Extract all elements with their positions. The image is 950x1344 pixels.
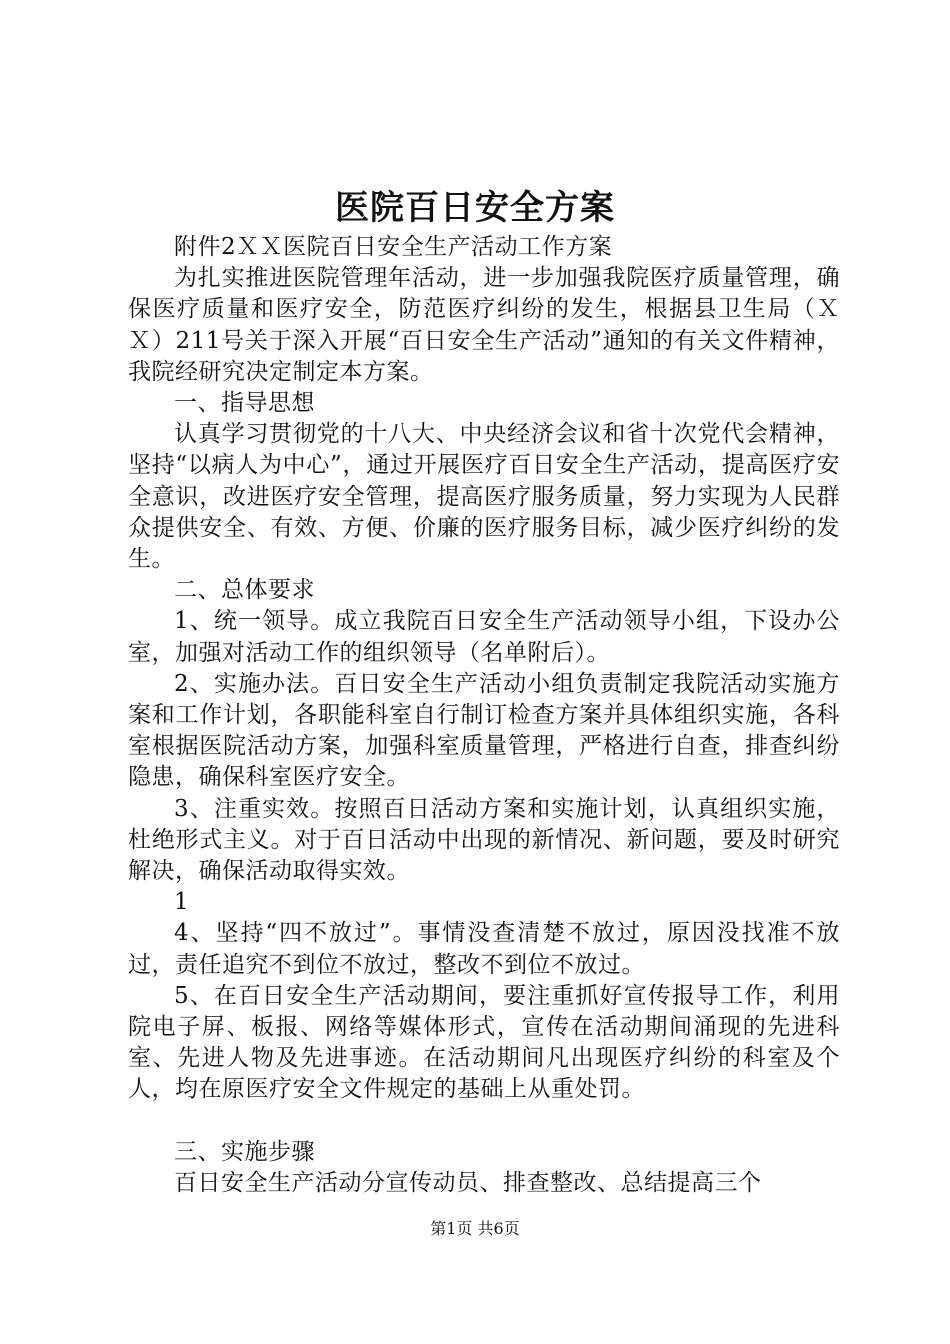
paragraph-spacer xyxy=(128,1106,840,1137)
section-heading-guiding-ideology: 一、指导思想 xyxy=(174,390,315,417)
implementation-steps-paragraph: 百日安全生产活动分宣传动员、排查整改、总结提高三个 xyxy=(174,1169,762,1196)
intro-paragraph: 为扎实推进医院管理年活动，进一步加强我院医疗质量管理，确保医疗质量和医疗安全，防范医疗纠纷的发生，根据县卫生局（ＸＸ）211号关于深入开展“百日安全生产活动”通知的有关文件精神，我院经研究决定制定本方案。 xyxy=(128,265,840,385)
requirement-item-1: 1、统一领导。成立我院百日安全生产活动领导小组，下设办公室，加强对活动工作的组织领导（名单附后）。 xyxy=(128,608,840,666)
document-body xyxy=(128,232,840,1199)
inline-page-marker: 1 xyxy=(174,889,190,916)
requirement-item-5: 5、在百日安全生产活动期间，要注重抓好宣传报导工作，利用院电子屏、板报、网络等媒体形式，宣传在活动期间涌现的先进科室、先进人物及先进事迹。在活动期间凡出现医疗纠纷的科室及个人，均在原医疗安全文件规定的基础上从重处罚。 xyxy=(128,982,840,1103)
page-number-footer: 第1页 共6页 xyxy=(430,1219,520,1238)
section-heading-implementation-steps: 三、实施步骤 xyxy=(174,1138,315,1165)
requirement-item-2: 2、实施办法。百日安全生产活动小组负责制定我院活动实施方案和工作计划，各职能科室自行制订检查方案并具体组织实施，各科室根据医院活动方案，加强科室质量管理，严格进行自查，排查纠纷隐患，确保科室医疗安全。 xyxy=(128,670,840,791)
page-title: 医院百日安全方案 xyxy=(335,188,615,228)
attachment-heading: 附件2ＸＸ医院百日安全生产活动工作方案 xyxy=(174,234,613,260)
section-heading-overall-requirements: 二、总体要求 xyxy=(174,577,315,604)
guiding-ideology-paragraph: 认真学习贯彻党的十八大、中央经济会议和省十次党代会精神，坚持“以病人为中心”，通过开展医疗百日安全生产活动，提高医疗安全意识，改进医疗安全管理，提高医疗服务质量，努力实现为人民群众提供安全、有效、方便、价廉的医疗服务目标，减少医疗纠纷的发生。 xyxy=(128,421,840,573)
requirement-item-4: 4、坚持“四不放过”。事情没查清楚不放过，原因没找准不放过，责任追究不到位不放过，整改不到位不放过。 xyxy=(128,920,840,978)
requirement-item-3: 3、注重实效。按照百日活动方案和实施计划，认真组织实施，杜绝形式主义。对于百日活动中出现的新情况、新问题，要及时研究解决，确保活动取得实效。 xyxy=(128,795,840,885)
